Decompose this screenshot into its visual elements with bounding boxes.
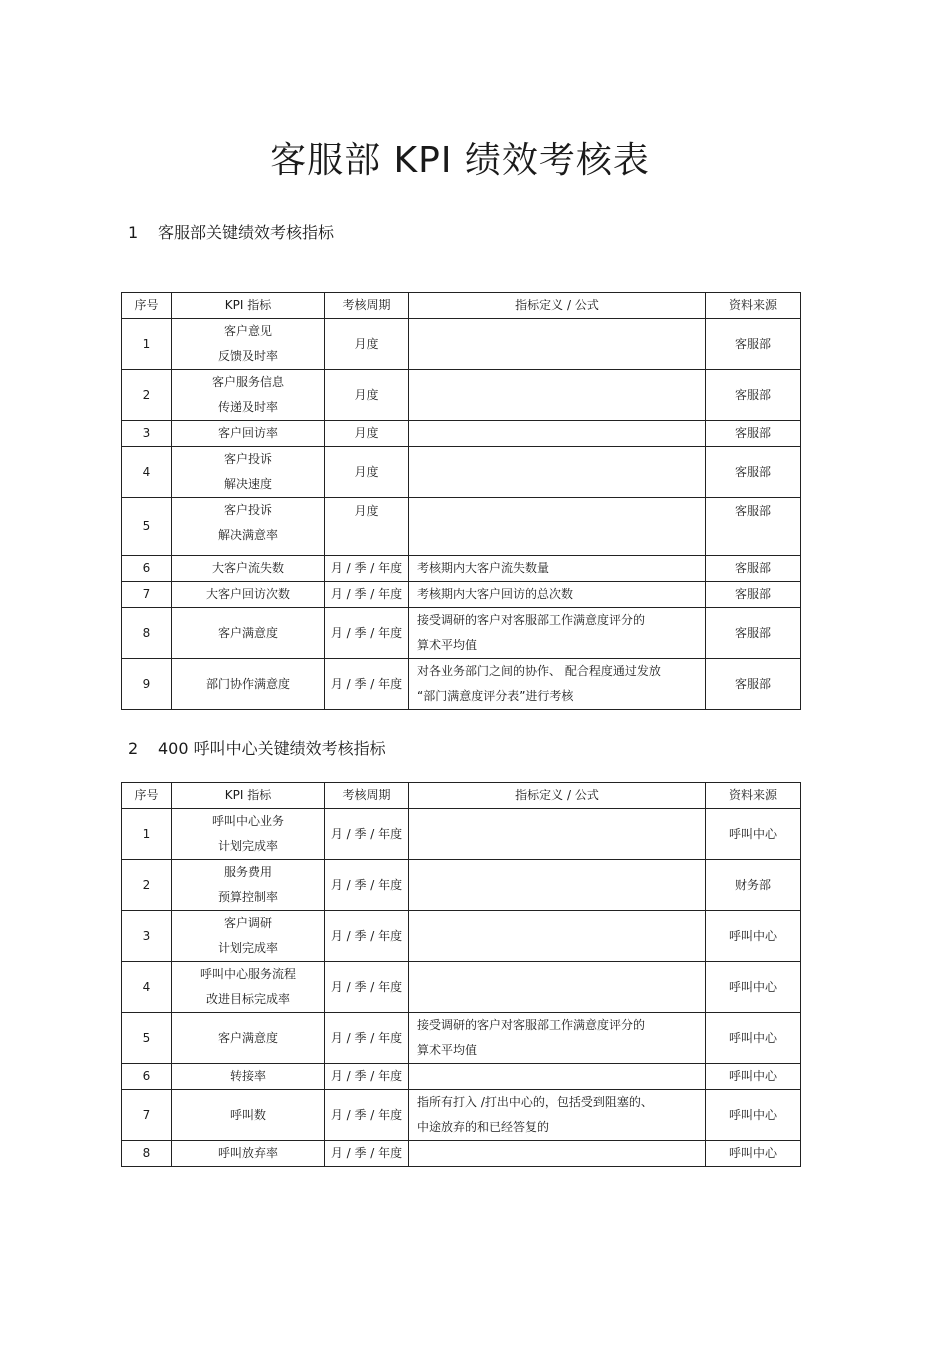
definition-line: 算术平均值 bbox=[417, 1043, 478, 1057]
row-number: 8 bbox=[122, 1141, 172, 1167]
cycle-cell: 月 / 季 / 年度 bbox=[325, 1064, 409, 1090]
table-row bbox=[122, 809, 801, 860]
kpi-cell bbox=[172, 911, 325, 962]
page-title: 客服部 KPI 绩效考核表 bbox=[270, 140, 650, 181]
col-header-cycle: 考核周期 bbox=[325, 293, 409, 319]
kpi-line: 客户投诉 bbox=[223, 452, 272, 466]
cycle-cell: 月 / 季 / 年度 bbox=[325, 1090, 409, 1141]
cycle-cell: 月 / 季 / 年度 bbox=[325, 1141, 409, 1167]
table-row bbox=[122, 659, 801, 710]
cycle-cell: 月 / 季 / 年度 bbox=[325, 809, 409, 860]
definition-line: 指所有打入 /打出中心的，包括受到阻塞的、 bbox=[417, 1095, 653, 1109]
table-row bbox=[122, 1090, 801, 1141]
kpi-line: 大客户回访次数 bbox=[205, 587, 290, 601]
definition-line: “部门满意度评分表”进行考核 bbox=[417, 689, 574, 703]
row-number: 8 bbox=[122, 608, 172, 659]
kpi-line: 客户满意度 bbox=[217, 625, 278, 640]
definition-line: 接受调研的客户对客服部工作满意度评分的 bbox=[417, 613, 646, 627]
row-number: 2 bbox=[122, 370, 172, 421]
definition-cell bbox=[409, 962, 706, 1013]
col-header-no: 序号 bbox=[122, 293, 172, 319]
table-row bbox=[122, 608, 801, 659]
definition-cell bbox=[409, 608, 706, 659]
row-number: 1 bbox=[122, 809, 172, 860]
source-cell: 呼叫中心 bbox=[706, 1141, 801, 1167]
cycle-cell: 月 / 季 / 年度 bbox=[325, 556, 409, 582]
kpi-cell bbox=[172, 421, 325, 447]
definition-cell bbox=[409, 1064, 706, 1090]
source-cell: 呼叫中心 bbox=[706, 809, 801, 860]
kpi-line: 客户意见 bbox=[223, 324, 272, 338]
col-header-cycle: 考核周期 bbox=[325, 783, 409, 809]
col-header-definition: 指标定义 / 公式 bbox=[409, 783, 706, 809]
definition-cell bbox=[409, 319, 706, 370]
table-row bbox=[122, 421, 801, 447]
row-number: 7 bbox=[122, 1090, 172, 1141]
row-number: 3 bbox=[122, 911, 172, 962]
source-cell: 客服部 bbox=[706, 370, 801, 421]
row-number: 1 bbox=[122, 319, 172, 370]
definition-cell bbox=[409, 582, 706, 608]
cycle-cell: 月 / 季 / 年度 bbox=[325, 1013, 409, 1064]
kpi-line: 呼叫中心业务 bbox=[211, 814, 284, 828]
kpi-cell bbox=[172, 370, 325, 421]
kpi-line: 呼叫放弃率 bbox=[217, 1146, 278, 1160]
row-number: 2 bbox=[122, 860, 172, 911]
row-number: 5 bbox=[122, 1013, 172, 1064]
cycle-cell: 月度 bbox=[325, 370, 409, 421]
kpi-line: 部门协作满意度 bbox=[205, 676, 290, 691]
cycle-cell: 月 / 季 / 年度 bbox=[325, 962, 409, 1013]
section2-heading-text: 400 呼叫中心关键绩效考核指标 bbox=[158, 739, 386, 758]
row-number: 6 bbox=[122, 556, 172, 582]
kpi-line: 转接率 bbox=[229, 1069, 266, 1083]
definition-line: 接受调研的客户对客服部工作满意度评分的 bbox=[417, 1018, 646, 1032]
kpi-cell bbox=[172, 1064, 325, 1090]
row-number: 9 bbox=[122, 659, 172, 710]
cycle-cell: 月度 bbox=[325, 421, 409, 447]
col-header-kpi: KPI 指标 bbox=[172, 783, 325, 809]
cycle-cell: 月 / 季 / 年度 bbox=[325, 659, 409, 710]
definition-cell bbox=[409, 1013, 706, 1064]
source-cell: 客服部 bbox=[706, 498, 801, 556]
section1-table bbox=[121, 292, 801, 710]
table-header-row bbox=[122, 293, 801, 319]
kpi-cell bbox=[172, 962, 325, 1013]
kpi-line: 改进目标完成率 bbox=[205, 992, 290, 1006]
kpi-line: 客户服务信息 bbox=[211, 375, 284, 389]
row-number: 5 bbox=[122, 498, 172, 556]
definition-cell bbox=[409, 659, 706, 710]
kpi-cell bbox=[172, 860, 325, 911]
kpi-cell bbox=[172, 1090, 325, 1141]
source-cell: 客服部 bbox=[706, 319, 801, 370]
source-cell: 呼叫中心 bbox=[706, 911, 801, 962]
cycle-cell: 月 / 季 / 年度 bbox=[325, 860, 409, 911]
table-row bbox=[122, 1013, 801, 1064]
definition-line: 算术平均值 bbox=[417, 638, 478, 652]
kpi-line: 客户调研 bbox=[223, 916, 272, 930]
section1-heading-text: 客服部关键绩效考核指标 bbox=[158, 223, 335, 242]
kpi-line: 计划完成率 bbox=[217, 839, 278, 853]
source-cell: 客服部 bbox=[706, 421, 801, 447]
section1-heading bbox=[128, 220, 334, 243]
kpi-cell bbox=[172, 319, 325, 370]
row-number: 7 bbox=[122, 582, 172, 608]
section1-number: 1 bbox=[128, 223, 139, 242]
section2-table bbox=[121, 782, 801, 1167]
definition-cell bbox=[409, 809, 706, 860]
kpi-line: 传递及时率 bbox=[217, 400, 278, 414]
row-number: 4 bbox=[122, 447, 172, 498]
kpi-cell bbox=[172, 1013, 325, 1064]
table-row bbox=[122, 1141, 801, 1167]
source-cell: 财务部 bbox=[706, 860, 801, 911]
table-row bbox=[122, 860, 801, 911]
col-header-source: 资料来源 bbox=[706, 783, 801, 809]
kpi-cell bbox=[172, 447, 325, 498]
definition-cell bbox=[409, 1090, 706, 1141]
cycle-cell: 月度 bbox=[325, 498, 409, 556]
source-cell: 呼叫中心 bbox=[706, 962, 801, 1013]
row-number: 3 bbox=[122, 421, 172, 447]
cycle-cell: 月 / 季 / 年度 bbox=[325, 608, 409, 659]
kpi-line: 解决满意率 bbox=[217, 528, 278, 542]
kpi-cell bbox=[172, 608, 325, 659]
section2-number: 2 bbox=[128, 739, 139, 758]
row-number: 4 bbox=[122, 962, 172, 1013]
kpi-cell bbox=[172, 1141, 325, 1167]
source-cell: 呼叫中心 bbox=[706, 1013, 801, 1064]
cycle-cell: 月度 bbox=[325, 447, 409, 498]
definition-cell bbox=[409, 911, 706, 962]
table-row bbox=[122, 556, 801, 582]
definition-cell bbox=[409, 447, 706, 498]
definition-line: 中途放弃的和已经答复的 bbox=[417, 1120, 550, 1134]
cycle-cell: 月 / 季 / 年度 bbox=[325, 582, 409, 608]
source-cell: 呼叫中心 bbox=[706, 1064, 801, 1090]
table-row bbox=[122, 582, 801, 608]
source-cell: 客服部 bbox=[706, 447, 801, 498]
kpi-line: 服务费用 bbox=[223, 865, 272, 879]
kpi-line: 预算控制率 bbox=[217, 890, 278, 904]
col-header-kpi: KPI 指标 bbox=[172, 293, 325, 319]
kpi-line: 计划完成率 bbox=[217, 941, 278, 955]
source-cell: 客服部 bbox=[706, 556, 801, 582]
table-row bbox=[122, 962, 801, 1013]
source-cell: 客服部 bbox=[706, 659, 801, 710]
cycle-cell: 月 / 季 / 年度 bbox=[325, 911, 409, 962]
table-header-row bbox=[122, 783, 801, 809]
col-header-definition: 指标定义 / 公式 bbox=[409, 293, 706, 319]
table-row bbox=[122, 911, 801, 962]
definition-cell bbox=[409, 556, 706, 582]
definition-cell bbox=[409, 421, 706, 447]
definition-line: 对各业务部门之间的协作、 配合程度通过发放 bbox=[417, 664, 661, 678]
kpi-line: 客户回访率 bbox=[217, 426, 278, 440]
kpi-cell bbox=[172, 659, 325, 710]
definition-cell bbox=[409, 860, 706, 911]
definition-line: 考核期内大客户流失数量 bbox=[417, 561, 550, 575]
kpi-cell bbox=[172, 556, 325, 582]
kpi-line: 客户投诉 bbox=[223, 503, 272, 517]
section2-heading bbox=[128, 736, 386, 759]
definition-cell bbox=[409, 498, 706, 556]
col-header-no: 序号 bbox=[122, 783, 172, 809]
kpi-line: 呼叫中心服务流程 bbox=[199, 967, 296, 981]
table-row bbox=[122, 370, 801, 421]
kpi-line: 反馈及时率 bbox=[217, 349, 278, 363]
definition-line: 考核期内大客户回访的总次数 bbox=[417, 587, 574, 601]
kpi-line: 大客户流失数 bbox=[211, 561, 284, 575]
source-cell: 客服部 bbox=[706, 608, 801, 659]
definition-cell bbox=[409, 370, 706, 421]
kpi-line: 客户满意度 bbox=[217, 1030, 278, 1045]
table-row bbox=[122, 319, 801, 370]
table-row bbox=[122, 1064, 801, 1090]
kpi-cell bbox=[172, 809, 325, 860]
table-row bbox=[122, 447, 801, 498]
source-cell: 呼叫中心 bbox=[706, 1090, 801, 1141]
col-header-source: 资料来源 bbox=[706, 293, 801, 319]
definition-cell bbox=[409, 1141, 706, 1167]
kpi-cell bbox=[172, 498, 325, 556]
kpi-line: 呼叫数 bbox=[229, 1107, 266, 1122]
table-row bbox=[122, 498, 801, 556]
cycle-cell: 月度 bbox=[325, 319, 409, 370]
kpi-cell bbox=[172, 582, 325, 608]
kpi-line: 解决速度 bbox=[223, 477, 272, 491]
row-number: 6 bbox=[122, 1064, 172, 1090]
source-cell: 客服部 bbox=[706, 582, 801, 608]
